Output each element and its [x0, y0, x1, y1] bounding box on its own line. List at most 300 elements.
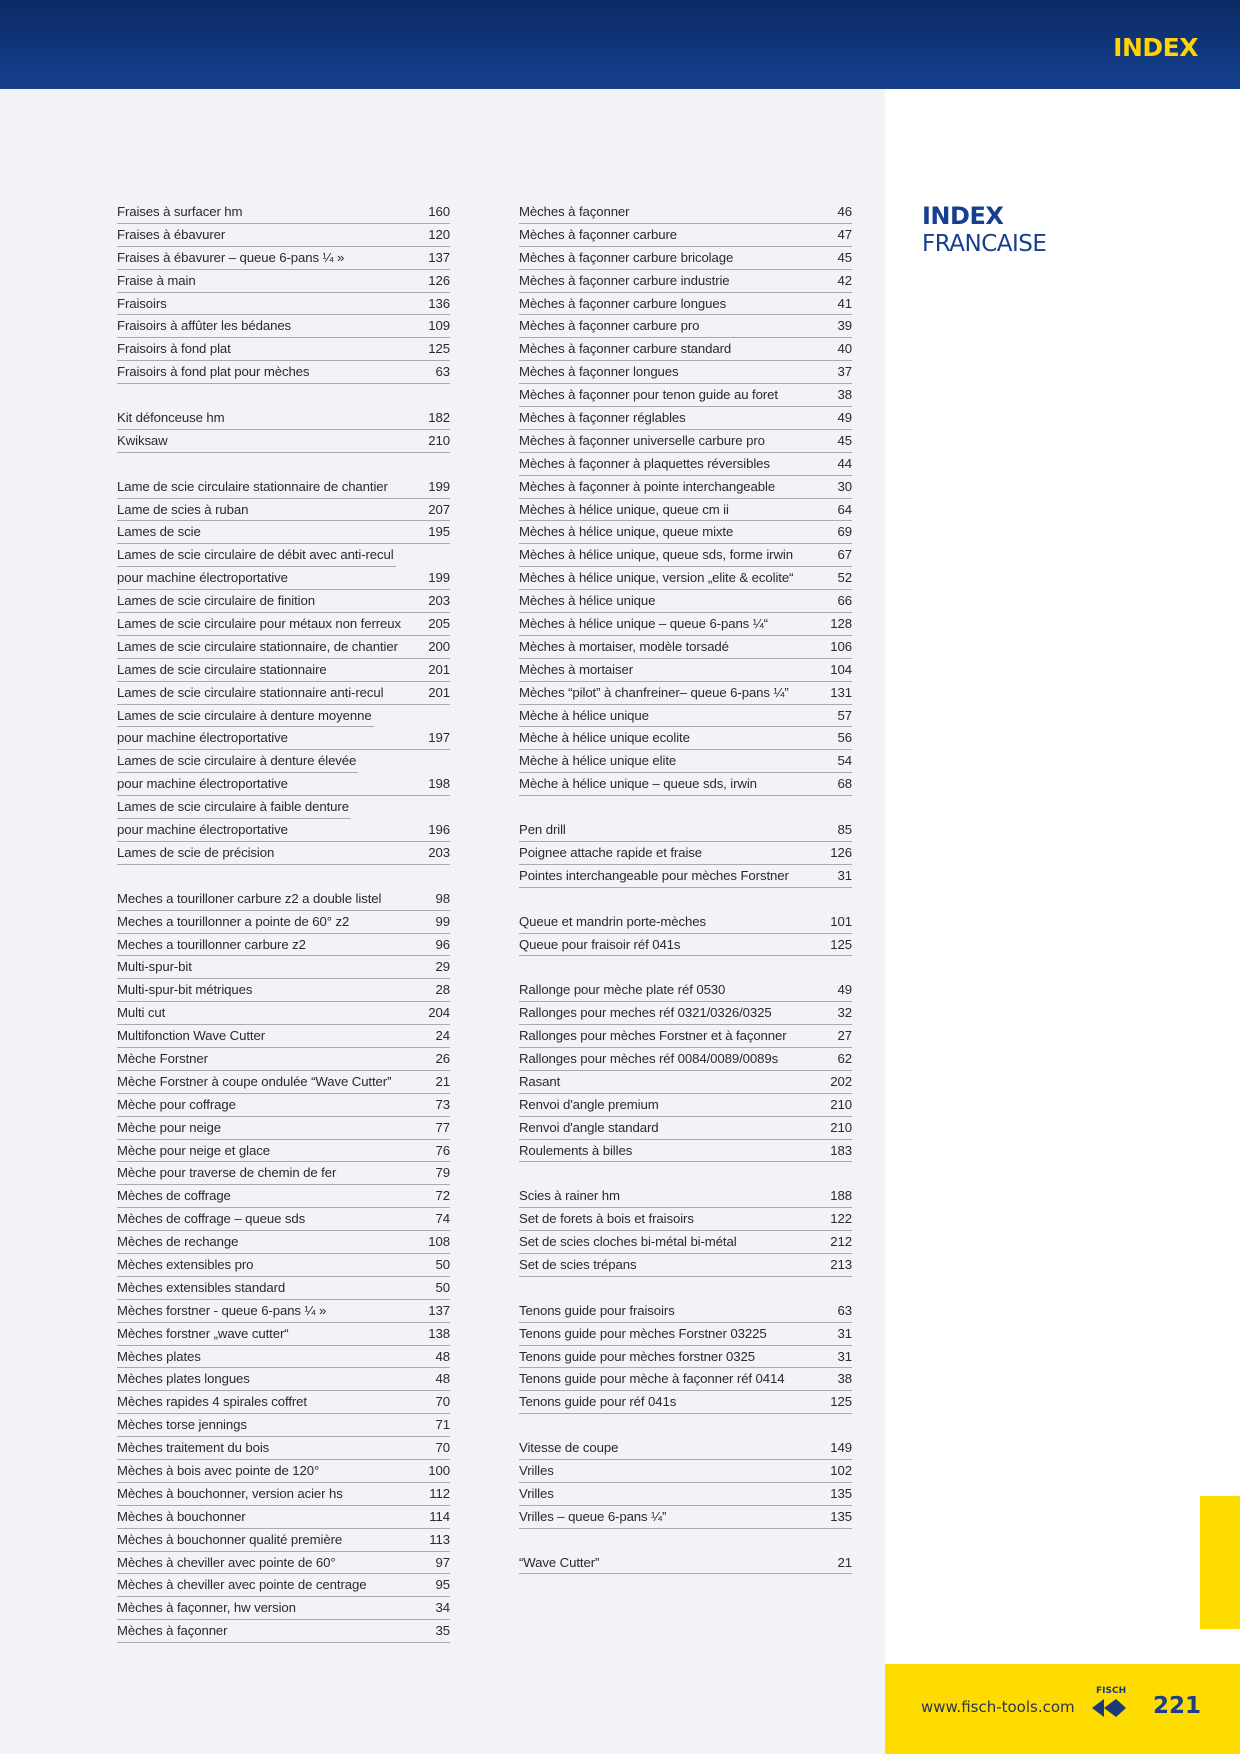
entry-page: 46 [837, 204, 852, 219]
entry-name: Mèche Forstner à coupe ondulée “Wave Cutter” [117, 1073, 392, 1089]
index-spacer [519, 796, 852, 819]
entry-page: 198 [428, 776, 450, 792]
entry-name: Mèche pour neige et glace [117, 1142, 270, 1158]
entry-page: 204 [428, 1005, 450, 1021]
index-entry [519, 1460, 852, 1483]
entry-page: 50 [435, 1279, 450, 1295]
fish-arrow-icon [1092, 1697, 1128, 1719]
entry-name: Mèche à hélice unique ecolite [519, 730, 690, 746]
index-entry [117, 1162, 450, 1185]
index-entry [117, 1025, 450, 1048]
entry-page: 54 [837, 753, 852, 769]
entry-page: 195 [428, 524, 450, 540]
entry-name: Mèches à hélice unique, queue cm ii [519, 501, 729, 517]
index-entry [519, 1048, 852, 1071]
entry-name: Lames de scie circulaire à faible denture [117, 799, 349, 815]
entry-name: Roulements à billes [519, 1142, 633, 1158]
index-entry [117, 407, 450, 430]
entry-page: 200 [428, 638, 450, 654]
entry-page: 31 [837, 867, 852, 883]
index-entry [117, 1300, 450, 1323]
index-entry [519, 590, 852, 613]
index-entry [117, 1574, 450, 1597]
index-entry [117, 201, 450, 224]
entry-name: Vrilles [519, 1462, 554, 1478]
index-entry [519, 1483, 852, 1506]
entry-name: Mèches à hélice unique, queue mixte [519, 524, 734, 540]
entry-page: 114 [429, 1508, 450, 1524]
entry-page: 125 [830, 936, 852, 952]
entry-page: 125 [428, 341, 450, 357]
index-entry [519, 338, 852, 361]
index-entry [117, 1254, 450, 1277]
index-entry [117, 521, 450, 544]
index-spacer [519, 1414, 852, 1437]
index-entry [519, 499, 852, 522]
entry-name: Rallonge pour mèche plate réf 0530 [519, 982, 726, 998]
entry-name: Mèches “pilot” à chanfreiner– queue 6-pans ¼” [519, 684, 789, 700]
entry-name: pour machine électroportative [117, 776, 288, 792]
entry-name: Tenons guide pour mèches forstner 0325 [519, 1348, 755, 1364]
entry-name: Mèche pour neige [117, 1119, 221, 1135]
index-entry [117, 1140, 450, 1163]
entry-page: 207 [428, 501, 450, 517]
index-entry [117, 1506, 450, 1529]
entry-name: Rallonges pour mèches Forstner et à façonner [519, 1028, 787, 1044]
index-entry [519, 476, 852, 499]
entry-name: Mèche à hélice unique [519, 707, 649, 723]
entry-name: Meches a tourilloner carbure z2 a double listel [117, 890, 382, 906]
entry-name: Mèches de rechange [117, 1234, 239, 1250]
entry-page: 210 [830, 1119, 852, 1135]
entry-page: 62 [837, 1050, 852, 1066]
index-entry [519, 270, 852, 293]
entry-page: 56 [837, 730, 852, 746]
entry-name: Lames de scie circulaire à denture moyenne [117, 707, 372, 723]
entry-page: 197 [428, 730, 450, 746]
index-entry [117, 888, 450, 911]
entry-page: 45 [837, 432, 852, 448]
entry-name: Mèches plates [117, 1348, 201, 1364]
entry-name: Meches a tourillonner a pointe de 60° z2 [117, 913, 350, 929]
entry-name: Queue et mandrin porte-mèches [519, 913, 706, 929]
entry-name: Vrilles [519, 1485, 554, 1501]
index-entry [117, 956, 450, 979]
entry-name: Tenons guide pour réf 041s [519, 1394, 677, 1410]
entry-name: Mèches à façonner à plaquettes réversibles [519, 455, 770, 471]
entry-page: 49 [837, 982, 852, 998]
entry-name: Fraisoirs à fond plat [117, 341, 231, 357]
index-entry [519, 430, 852, 453]
entry-page: 182 [428, 410, 450, 426]
entry-name: Set de scies trépans [519, 1256, 637, 1272]
entry-page: 100 [428, 1462, 450, 1478]
entry-page: 32 [837, 1005, 852, 1021]
entry-name: Fraises à ébavurer – queue 6-pans ¼ » [117, 249, 345, 265]
index-entry [519, 293, 852, 316]
entry-name: Rallonges pour mèches réf 0084/0089/0089s [519, 1050, 779, 1066]
entry-page: 30 [837, 478, 852, 494]
entry-page: 135 [830, 1485, 852, 1501]
entry-page: 70 [435, 1394, 450, 1410]
entry-page: 202 [830, 1073, 852, 1089]
entry-page: 112 [429, 1485, 450, 1501]
entry-name: Mèches forstner „wave cutter“ [117, 1325, 289, 1341]
entry-page: 67 [837, 547, 852, 563]
entry-name: Mèches à façonner, hw version [117, 1600, 296, 1616]
index-spacer [519, 888, 852, 911]
entry-name: Lames de scie circulaire stationnaire, de chantier [117, 638, 398, 654]
entry-name: pour machine électroportative [117, 730, 288, 746]
entry-name: Multi-spur-bit métriques [117, 982, 253, 998]
index-entry [519, 1506, 852, 1529]
entry-page: 131 [830, 684, 852, 700]
entry-name: Mèches plates longues [117, 1371, 250, 1387]
entry-name: Mèche Forstner [117, 1050, 208, 1066]
entry-name: Pen drill [519, 822, 566, 838]
entry-name: Mèche pour traverse de chemin de fer [117, 1165, 337, 1181]
entry-page: 38 [837, 1371, 852, 1387]
entry-name: Mèches à façonner [117, 1623, 228, 1639]
entry-page: 77 [435, 1119, 450, 1135]
entry-name: Mèches forstner - queue 6-pans ¼ » [117, 1302, 327, 1318]
entry-page: 37 [837, 364, 852, 380]
index-entry [519, 201, 852, 224]
entry-page: 108 [428, 1234, 450, 1250]
entry-page: 99 [435, 913, 450, 929]
index-entry [519, 613, 852, 636]
entry-page: 101 [830, 913, 852, 929]
entry-name: Mèches à hélice unique [519, 593, 656, 609]
entry-name: Pointes interchangeable pour mèches Forstner [519, 867, 789, 883]
entry-name: Lames de scie circulaire de finition [117, 593, 315, 609]
index-entry [117, 705, 450, 728]
index-entry [519, 911, 852, 934]
fisch-logo [1090, 1686, 1130, 1722]
index-entry [519, 1094, 852, 1117]
index-entry [117, 315, 450, 338]
entry-name: Mèches à cheviller avec pointe de 60° [117, 1554, 336, 1570]
entry-name: Mèches à façonner carbure industrie [519, 272, 730, 288]
index-entry [117, 934, 450, 957]
side-subtitle: FRANCAISE [922, 231, 1047, 257]
index-entry [519, 1185, 852, 1208]
entry-page: 199 [428, 478, 450, 494]
entry-name: Multifonction Wave Cutter [117, 1028, 265, 1044]
entry-name: Mèches à façonner à pointe interchangeable [519, 478, 776, 494]
index-entry [117, 636, 450, 659]
header-title: INDEX [1113, 33, 1198, 62]
entry-name: Fraises à ébavurer [117, 226, 226, 242]
entry-page: 21 [837, 1554, 852, 1570]
entry-page: 122 [830, 1211, 852, 1227]
entry-name: Multi cut [117, 1005, 166, 1021]
entry-name: Mèches à bouchonner qualité première [117, 1531, 343, 1547]
entry-name: Renvoi d'angle premium [519, 1096, 659, 1112]
entry-name: Mèches à façonner carbure standard [519, 341, 732, 357]
index-entry [117, 1552, 450, 1575]
footer-url[interactable]: www.fisch-tools.com [921, 1698, 1075, 1716]
entry-name: Fraise à main [117, 272, 196, 288]
entry-name: Set de forets à bois et fraisoirs [519, 1211, 694, 1227]
index-entry [519, 1071, 852, 1094]
entry-page: 66 [837, 593, 852, 609]
entry-page: 48 [435, 1371, 450, 1387]
entry-page: 71 [435, 1417, 450, 1433]
index-entry [519, 521, 852, 544]
entry-name: Mèches à façonner carbure longues [519, 295, 727, 311]
index-entry [117, 773, 450, 796]
entry-name: Poignee attache rapide et fraise [519, 844, 703, 860]
entry-name: Mèches à cheviller avec pointe de centrage [117, 1577, 367, 1593]
entry-page: 68 [837, 776, 852, 792]
index-entry [117, 1117, 450, 1140]
page-number: 221 [1153, 1693, 1202, 1719]
entry-name: Fraisoirs à fond plat pour mèches [117, 364, 310, 380]
entry-name: “Wave Cutter” [519, 1554, 600, 1570]
index-entry [519, 750, 852, 773]
entry-name: Mèches à bouchonner [117, 1508, 246, 1524]
entry-name: Meches a tourillonner carbure z2 [117, 936, 306, 952]
entry-page: 52 [837, 570, 852, 586]
entry-page: 44 [837, 455, 852, 471]
index-entry [117, 796, 450, 819]
entry-page: 76 [435, 1142, 450, 1158]
entry-name: Mèches traitement du bois [117, 1440, 270, 1456]
entry-page: 39 [837, 318, 852, 334]
entry-name: Multi-spur-bit [117, 959, 192, 975]
index-column-left [117, 201, 450, 1643]
entry-page: 126 [428, 272, 450, 288]
index-entry [519, 705, 852, 728]
entry-name: Lames de scie circulaire pour métaux non ferreux [117, 616, 401, 632]
entry-page: 137 [428, 1302, 450, 1318]
index-entry [519, 315, 852, 338]
entry-name: Mèche à hélice unique – queue sds, irwin [519, 776, 757, 792]
index-entry [519, 1391, 852, 1414]
entry-page: 201 [428, 684, 450, 700]
entry-name: Lames de scie circulaire stationnaire anti-recul [117, 684, 384, 700]
index-entry [117, 1529, 450, 1552]
index-entry [519, 1323, 852, 1346]
entry-page: 35 [435, 1623, 450, 1639]
entry-name: Mèches extensibles pro [117, 1256, 254, 1272]
index-entry [519, 842, 852, 865]
index-entry [117, 1414, 450, 1437]
entry-name: Lames de scie de précision [117, 844, 275, 860]
entry-name: Mèches torse jennings [117, 1417, 247, 1433]
entry-name: Mèches à hélice unique, version „elite & ecolite“ [519, 570, 794, 586]
index-entry [519, 1346, 852, 1369]
entry-name: Vrilles – queue 6-pans ¼” [519, 1508, 667, 1524]
index-entry [117, 567, 450, 590]
entry-page: 113 [429, 1531, 450, 1547]
index-entry [117, 1323, 450, 1346]
entry-page: 85 [837, 822, 852, 838]
index-entry [117, 659, 450, 682]
index-entry [117, 1231, 450, 1254]
index-entry [519, 979, 852, 1002]
entry-page: 38 [837, 387, 852, 403]
index-entry [519, 659, 852, 682]
entry-name: Tenons guide pour fraisoirs [519, 1302, 675, 1318]
entry-page: 135 [830, 1508, 852, 1524]
index-entry [519, 636, 852, 659]
entry-page: 72 [435, 1188, 450, 1204]
side-heading [922, 202, 1046, 258]
side-title: INDEX [922, 202, 1004, 230]
index-entry [519, 1254, 852, 1277]
entry-page: 79 [435, 1165, 450, 1181]
entry-page: 104 [830, 661, 852, 677]
entry-name: Mèches à mortaiser, modèle torsadé [519, 638, 729, 654]
entry-page: 136 [428, 295, 450, 311]
entry-page: 31 [837, 1325, 852, 1341]
entry-page: 97 [435, 1554, 450, 1570]
entry-page: 203 [428, 593, 450, 609]
entry-page: 69 [837, 524, 852, 540]
index-entry [117, 338, 450, 361]
index-entry [519, 934, 852, 957]
entry-page: 96 [435, 936, 450, 952]
index-entry [519, 1025, 852, 1048]
index-entry [117, 1094, 450, 1117]
entry-page: 40 [837, 341, 852, 357]
entry-page: 102 [830, 1462, 852, 1478]
entry-page: 50 [435, 1256, 450, 1272]
entry-page: 109 [428, 318, 450, 334]
entry-name: Mèches à mortaiser [519, 661, 633, 677]
index-spacer [117, 384, 450, 407]
entry-name: Scies à rainer hm [519, 1188, 620, 1204]
entry-name: Queue pour fraisoir réf 041s [519, 936, 681, 952]
entry-name: Mèches à hélice unique – queue 6-pans ¼“ [519, 616, 768, 632]
entry-name: Mèches de coffrage [117, 1188, 231, 1204]
entry-name: Mèche à hélice unique elite [519, 753, 677, 769]
index-spacer [117, 453, 450, 476]
entry-name: Fraisoirs à affûter les bédanes [117, 318, 292, 334]
entry-page: 212 [830, 1234, 852, 1250]
index-entry [519, 544, 852, 567]
index-entry [117, 727, 450, 750]
index-entry [117, 247, 450, 270]
index-entry [117, 1368, 450, 1391]
index-entry [519, 1208, 852, 1231]
entry-name: Mèches à façonner carbure pro [519, 318, 700, 334]
entry-page: 137 [428, 249, 450, 265]
entry-page: 24 [435, 1028, 450, 1044]
entry-name: Mèches rapides 4 spirales coffret [117, 1394, 307, 1410]
entry-page: 149 [830, 1440, 852, 1456]
index-entry [117, 224, 450, 247]
entry-name: Mèches de coffrage – queue sds [117, 1211, 306, 1227]
entry-page: 41 [837, 295, 852, 311]
index-entry [519, 1552, 852, 1575]
entry-page: 203 [428, 844, 450, 860]
section-tab [1200, 1496, 1240, 1629]
index-entry [117, 544, 450, 567]
header-bar [0, 0, 1240, 89]
entry-name: Mèches à bouchonner, version acier hs [117, 1485, 343, 1501]
entry-name: Lames de scie circulaire de débit avec anti-recul [117, 547, 394, 563]
index-entry [117, 430, 450, 453]
index-entry [519, 567, 852, 590]
entry-page: 128 [830, 616, 852, 632]
index-entry [117, 1597, 450, 1620]
entry-page: 26 [435, 1050, 450, 1066]
index-entry [117, 270, 450, 293]
entry-page: 183 [830, 1142, 852, 1158]
entry-name: Tenons guide pour mèche à façonner réf 0414 [519, 1371, 785, 1387]
entry-page: 28 [435, 982, 450, 998]
logo-brand: FISCH [1096, 1686, 1127, 1696]
entry-page: 213 [830, 1256, 852, 1272]
index-entry [117, 1483, 450, 1506]
entry-name: Vitesse de coupe [519, 1440, 619, 1456]
entry-page: 45 [837, 249, 852, 265]
entry-page: 21 [435, 1073, 450, 1089]
entry-name: Kwiksaw [117, 432, 168, 448]
index-entry [117, 1620, 450, 1643]
index-spacer [519, 1529, 852, 1552]
entry-page: 48 [435, 1348, 450, 1364]
index-entry [117, 842, 450, 865]
index-entry [117, 911, 450, 934]
index-entry [117, 1208, 450, 1231]
entry-page: 57 [837, 707, 852, 723]
index-entry [117, 361, 450, 384]
entry-name: Mèches à façonner [519, 204, 630, 219]
index-entry [117, 682, 450, 705]
entry-name: Fraisoirs [117, 295, 167, 311]
entry-name: Mèches extensibles standard [117, 1279, 286, 1295]
index-entry [117, 1071, 450, 1094]
entry-page: 47 [837, 226, 852, 242]
entry-page: 201 [428, 661, 450, 677]
entry-name: pour machine électroportative [117, 822, 288, 838]
entry-page: 188 [830, 1188, 852, 1204]
index-entry [519, 1140, 852, 1163]
entry-page: 138 [428, 1325, 450, 1341]
index-entry [117, 499, 450, 522]
entry-name: pour machine électroportative [117, 570, 288, 586]
entry-name: Rasant [519, 1073, 561, 1089]
entry-page: 73 [435, 1096, 450, 1112]
entry-page: 210 [830, 1096, 852, 1112]
index-entry [519, 727, 852, 750]
index-entry [117, 476, 450, 499]
entry-page: 160 [428, 204, 450, 219]
entry-page: 210 [428, 432, 450, 448]
index-entry [117, 613, 450, 636]
index-entry [519, 682, 852, 705]
entry-page: 95 [435, 1577, 450, 1593]
entry-name: Fraises à surfacer hm [117, 204, 243, 219]
entry-name: Lames de scie circulaire à denture élevée [117, 753, 357, 769]
index-spacer [117, 865, 450, 888]
index-entry [519, 384, 852, 407]
index-spacer [519, 1162, 852, 1185]
entry-page: 29 [435, 959, 450, 975]
entry-page: 63 [435, 364, 450, 380]
index-entry [519, 1117, 852, 1140]
index-entry [117, 1460, 450, 1483]
index-entry [519, 1300, 852, 1323]
index-entry [519, 773, 852, 796]
index-entry [519, 1002, 852, 1025]
entry-page: 31 [837, 1348, 852, 1364]
index-entry [117, 293, 450, 316]
